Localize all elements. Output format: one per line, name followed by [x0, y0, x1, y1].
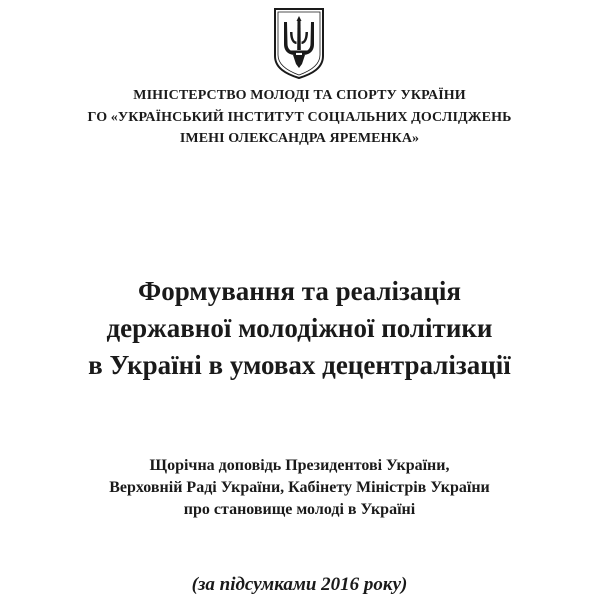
document-title-line-2: державної молодіжної політики — [106, 313, 493, 343]
tryzub-coat-of-arms-icon — [272, 6, 326, 80]
document-title-line-1: Формування та реалізація — [138, 276, 461, 306]
report-period: (за підсумками 2016 року) — [191, 574, 408, 595]
organization-line-ministry: МІНІСТЕРСТВО МОЛОДІ ТА СПОРТУ УКРАЇНИ — [133, 88, 466, 103]
document-title-line-3: в Україні в умовах децентралізації — [88, 350, 511, 380]
report-description-line-3: про становище молоді в Україні — [183, 501, 416, 518]
organization-line-institute: ГО «УКРАЇНСЬКИЙ ІНСТИТУТ СОЦІАЛЬНИХ ДОСЛІДЖЕНЬ — [87, 110, 512, 125]
report-description-line-2: Верховній Раді України, Кабінету Міністрів України — [109, 479, 490, 496]
organization-line-institute-name: ІМЕНІ ОЛЕКСАНДРА ЯРЕМЕНКА» — [179, 131, 420, 146]
report-description-line-1: Щорічна доповідь Президентові України, — [149, 457, 450, 474]
